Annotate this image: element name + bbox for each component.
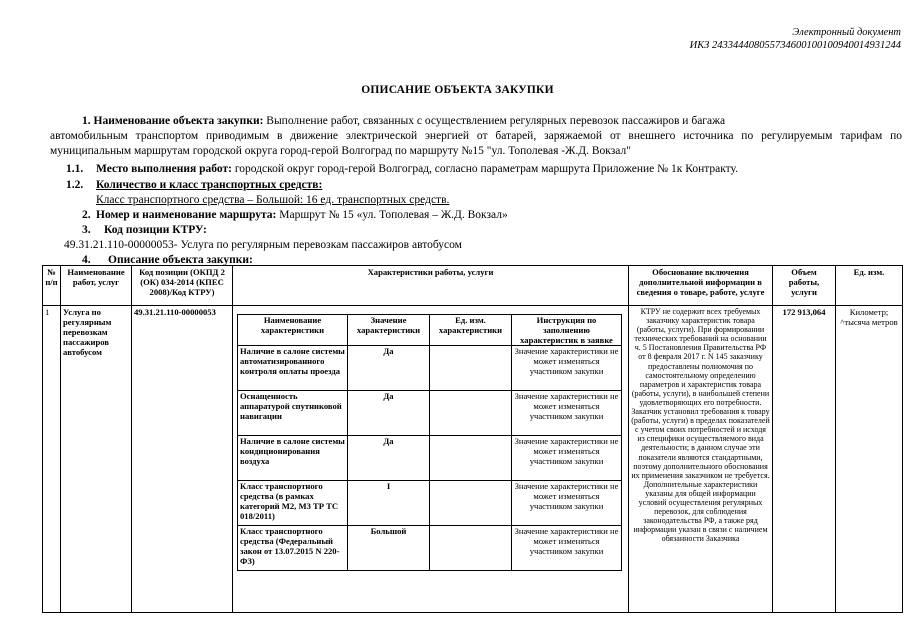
characteristic-row: [238, 526, 622, 571]
header-num: № п/п: [43, 266, 61, 306]
section-4-number: 4.: [82, 254, 91, 266]
row-service-name: Услуга по регулярным перевозкам пассажиров автобусом: [61, 306, 132, 613]
characteristics-header-row: [238, 315, 622, 346]
section-2: [82, 208, 508, 222]
characteristic-row: [238, 391, 622, 436]
characteristic-row: [238, 481, 622, 526]
row-num: 1: [43, 306, 61, 613]
section-1-2-number: 1.2.: [66, 179, 84, 191]
char-header-name: Наименование характеристики: [238, 315, 348, 346]
char-instruction: Значение характеристики не может изменяться участником закупки: [512, 436, 622, 481]
char-name: Класс транспортного средства (в рамках категорий М2, М3 ТР ТС 018/2011): [238, 481, 348, 526]
section-2-label: Номер и наименование маршрута:: [96, 209, 277, 221]
characteristic-row: [238, 346, 622, 391]
vehicle-class-text: Класс транспортного средства – Большой: 16 ед. транспортных средств.: [96, 194, 450, 206]
section-3-label: Код позиции КТРУ:: [104, 224, 207, 236]
char-unit: [430, 481, 512, 526]
header-volume: Объем работы, услуги: [773, 266, 836, 306]
row-characteristics: [233, 306, 629, 613]
ikz-code: ИКЗ 243344408055734600100100940014931244: [689, 40, 901, 51]
char-name: Оснащенность аппаратурой спутниковой навигации: [238, 391, 348, 436]
section-1-1: [66, 162, 738, 176]
char-instruction: Значение характеристики не может изменяться участником закупки: [512, 526, 622, 571]
header-name: Наименование работ, услуг: [61, 266, 132, 306]
section-1-label: Наименование объекта закупки:: [93, 115, 264, 127]
table-row: [43, 306, 903, 613]
characteristic-row: [238, 436, 622, 481]
header-justification: Обоснование включения дополнительной информации в сведения о товаре, работе, услуге: [629, 266, 773, 306]
char-unit: [430, 346, 512, 391]
header-code: Код позиции (ОКПД 2 (ОК) 034-2014 (КПЕС 2008)/Код КТРУ): [132, 266, 233, 306]
section-2-text: Маршрут № 15 «ул. Тополевая – Ж.Д. Вокзал»: [276, 209, 508, 221]
char-name: Наличие в салоне системы автоматизированного контроля оплаты проезда: [238, 346, 348, 391]
section-1-2-label: Количество и класс транспортных средств:: [96, 179, 323, 191]
section-1-text-b: автомобильным транспортом приводимым в движение электрической энергией от батарей, заряжаемой от внешнего источника по регулируемым тарифам по муниципальным маршрутам городской округа город-герой Волгоград по маршруту №15 "ул. Тополевая -Ж.Д. Вокзал": [50, 129, 902, 157]
header-unit: Ед. изм.: [836, 266, 903, 306]
char-name: Класс транспортного средства (Федеральный закон от 13.07.2015 N 220-ФЗ): [238, 526, 348, 571]
char-unit: [430, 436, 512, 481]
page-title: ОПИСАНИЕ ОБЪЕКТА ЗАКУПКИ: [361, 84, 554, 96]
char-value: Большой: [348, 526, 430, 571]
table-header-row: [43, 266, 903, 306]
procurement-table: [42, 265, 903, 613]
section-1-2: [66, 178, 322, 192]
section-4-label: Описание объекта закупки:: [108, 254, 253, 266]
row-volume: 172 913,064: [773, 306, 836, 613]
char-name: Наличие в салоне системы кондиционирования воздуха: [238, 436, 348, 481]
ktru-code-line: 49.31.21.110-00000053- Услуга по регулярным перевозкам пассажиров автобусом: [64, 239, 462, 251]
section-1-1-number: 1.1.: [66, 163, 84, 175]
char-instruction: Значение характеристики не может изменяться участником закупки: [512, 391, 622, 436]
section-3: [82, 223, 207, 237]
row-unit: Километр; ^тысяча метров: [836, 306, 903, 613]
row-justification: КТРУ не содержит всех требуемых заказчику характеристик товара (работы, услуги). При формировании технических требований на основании ч. 5 Постановления Правительства РФ от 8 февраля 2017 г. N 145 заказчику предоставлены полномочия по самостоятельному определению параметров и характеристик товара (работы, услуги), в наибольшей степени удовлетворяющих его потребности. Заказчик установил требования к товару (работы, услуги) в пределах показателей с учетом своих потребностей и исходя из специфики осуществляемого вида деятельности; в данном случае эти показатели являются стандартными, поэтому дополнительного обоснования их применения заказчиком не требуется. Дополнительные характеристики указаны для общей информации условий осуществления регулярных перевозок, для соблюдения законодательства РФ, а также ряд информации указан в связи с наличием обязанности Заказчика: [629, 306, 773, 613]
header-characteristics: Характеристики работы, услуги: [233, 266, 629, 306]
char-header-value: Значение характеристики: [348, 315, 430, 346]
section-1-2-text: [96, 193, 449, 207]
section-1-1-label: Место выполнения работ:: [96, 163, 232, 175]
section-1-number: 1.: [82, 115, 91, 127]
section-1-1-text: городской округ город-герой Волгоград, согласно параметрам маршрута Приложение № 1к Контракту.: [231, 163, 739, 175]
char-unit: [430, 526, 512, 571]
row-code: 49.31.21.110-00000053: [132, 306, 233, 613]
document-type-label: Электронный документ: [792, 27, 901, 38]
section-1-text-a: Выполнение работ, связанных с осуществлением регулярных перевозок пассажиров и багажа: [263, 115, 726, 127]
char-value: I: [348, 481, 430, 526]
char-value: Да: [348, 391, 430, 436]
section-2-number: 2.: [82, 209, 91, 221]
char-value: Да: [348, 436, 430, 481]
section-3-number: 3.: [82, 224, 91, 236]
char-instruction: Значение характеристики не может изменяться участником закупки: [512, 481, 622, 526]
char-header-instruction: Инструкция по заполнению характеристик в заявке: [512, 315, 622, 346]
char-header-unit: Ед. изм. характеристики: [430, 315, 512, 346]
characteristics-table: [237, 314, 622, 571]
char-unit: [430, 391, 512, 436]
char-instruction: Значение характеристики не может изменяться участником закупки: [512, 346, 622, 391]
section-1-paragraph: [50, 114, 902, 158]
char-value: Да: [348, 346, 430, 391]
